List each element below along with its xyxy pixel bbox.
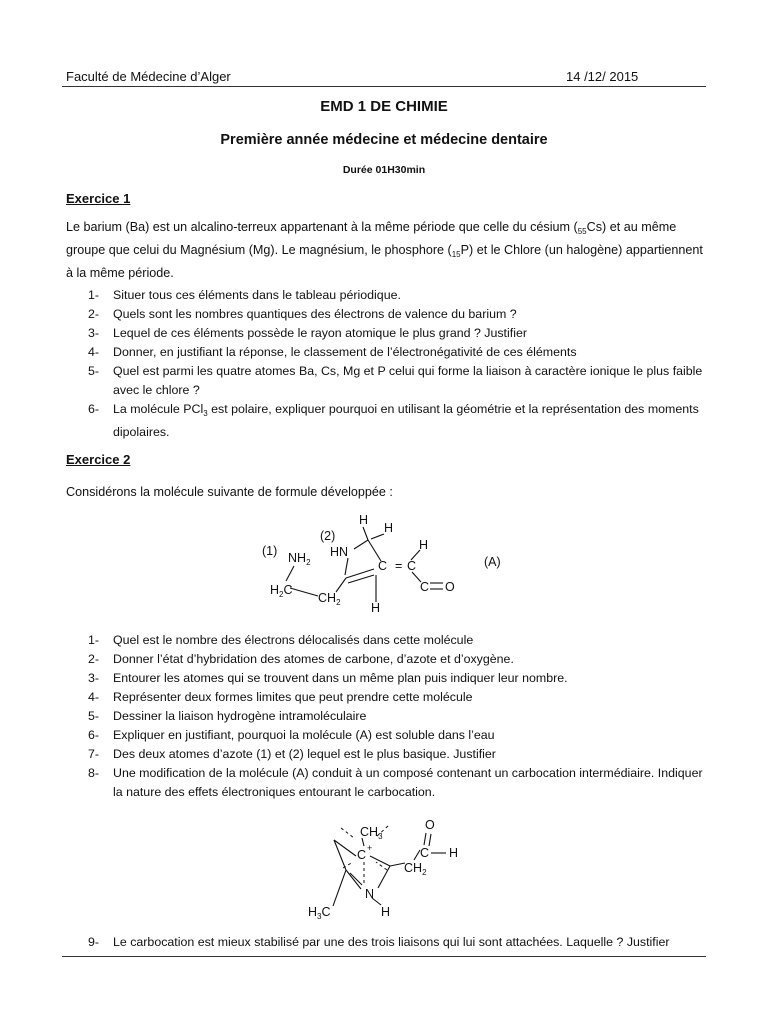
question-item: 2- Donner l’état d’hybridation des atomes de carbone, d’azote et d’oxygène. — [88, 652, 514, 666]
footer-rule — [62, 956, 706, 957]
cesium-atomic-number: 55 — [577, 227, 587, 236]
exercise-2-title: Exercice 2 — [66, 452, 131, 467]
svg-text:NH2: $NH_2$ — [288, 551, 311, 567]
svg-text:H3C: $H_3C$ — [308, 905, 331, 921]
molecule-label-a: (A) — [484, 555, 501, 569]
question-item: 7- Des deux atomes d’azote (1) et (2) lequel est le plus basique. Justifier — [88, 747, 496, 761]
svg-text:H: H — [419, 538, 429, 552]
question-item: 5- Dessiner la liaison hydrogène intramoléculaire — [88, 709, 367, 723]
svg-text:H: H — [384, 521, 394, 535]
exercise-2-intro: Considérons la molécule suivante de formule développée : — [66, 485, 393, 499]
svg-text:H: H — [449, 846, 459, 860]
svg-text:O: O — [445, 580, 455, 594]
question-item: 3- Entourer les atomes qui se trouvent dans un même plan puis indiquer leur nombre. — [88, 671, 568, 685]
svg-text:H: H — [381, 905, 391, 919]
svg-text:+: + — [367, 843, 373, 853]
question-item: 3- Lequel de ces éléments possède le rayon atomique le plus grand ? Justifier — [88, 326, 527, 340]
hn-atom: HN — [330, 545, 349, 559]
faculty-name: Faculté de Médecine d’Alger — [66, 69, 231, 84]
svg-text:O: O — [425, 818, 435, 832]
svg-text:C: C — [407, 559, 417, 573]
svg-text:C: C — [357, 848, 367, 862]
svg-text:H: H — [371, 601, 381, 615]
svg-text:H2C: $H_2C$ — [270, 583, 293, 599]
svg-text:C: C — [420, 846, 430, 860]
question-item: 2- Quels sont les nombres quantiques des électrons de valence du barium ? — [88, 307, 517, 321]
svg-text:H: H — [359, 513, 369, 527]
question-item: 8- Une modification de la molécule (A) conduit à un composé contenant un carbocation intermédiaire. Indiquer la nature des effets électroniques entourant le carbocation. — [88, 766, 703, 799]
svg-text:N: N — [365, 887, 375, 901]
question-item: 6- La molécule PCl$_3$ est polaire, expliquer pourquoi en utilisant la géométrie et la représentation des moments dipolaires. — [88, 402, 699, 439]
question-item: 5- Quel est parmi les quatre atomes Ba, Cs, Mg et P celui qui forme la liaison à caractère ionique le plus faible avec le chlore ? — [88, 364, 703, 397]
exam-date: 14 /12/ 2015 — [566, 69, 639, 84]
phosphorus-atomic-number: 15 — [451, 250, 461, 259]
label-1: (1) — [262, 544, 278, 558]
question-item: 9- Le carbocation est mieux stabilisé par une des trois liaisons qui lui sont attachées. Laquelle ? Justifier — [88, 935, 670, 949]
svg-text:CH2: $CH_2$ — [404, 861, 427, 877]
exercise-1-intro: Le barium (Ba) est un alcalino-terreux appartenant à la même période que celle du césium $(_{55}Cs)$ et au même groupe que celui du Magnésium (Mg). Le magnésium, le phosphore $(_{15}P)$ et le Chlore (un halogène) appartiennent à la même période. — [66, 220, 703, 280]
question-item: 1- Quel est le nombre des électrons délocalisés dans cette molécule — [88, 633, 474, 647]
carbocation-bonds — [333, 833, 446, 906]
svg-text:C: C — [420, 580, 430, 594]
question-item: 1- Situer tous ces éléments dans le tableau périodique. — [88, 288, 401, 302]
question-item: 4- Représenter deux formes limites que peut prendre cette molécule — [88, 690, 473, 704]
exam-title: EMD 1 DE CHIMIE — [320, 98, 448, 115]
svg-text:=: = — [395, 559, 403, 573]
svg-text:CH2: $CH_2$ — [318, 591, 341, 607]
label-2: (2) — [320, 529, 336, 543]
svg-text:CH3: $CH_3$ — [360, 825, 383, 841]
question-item: 4- Donner, en justifiant la réponse, le classement de l’électronégativité de ces éléments — [88, 345, 577, 359]
exam-duration: Durée 01H30min — [342, 164, 426, 176]
exercise-1-title: Exercice 1 — [66, 191, 131, 206]
svg-text:C: C — [378, 559, 388, 573]
exam-subtitle: Première année médecine et médecine dentaire — [220, 132, 548, 148]
exercise-2-question-9 — [66, 933, 706, 952]
question-item: 6- Expliquer en justifiant, pourquoi la molécule (A) est soluble dans l’eau — [88, 728, 495, 742]
